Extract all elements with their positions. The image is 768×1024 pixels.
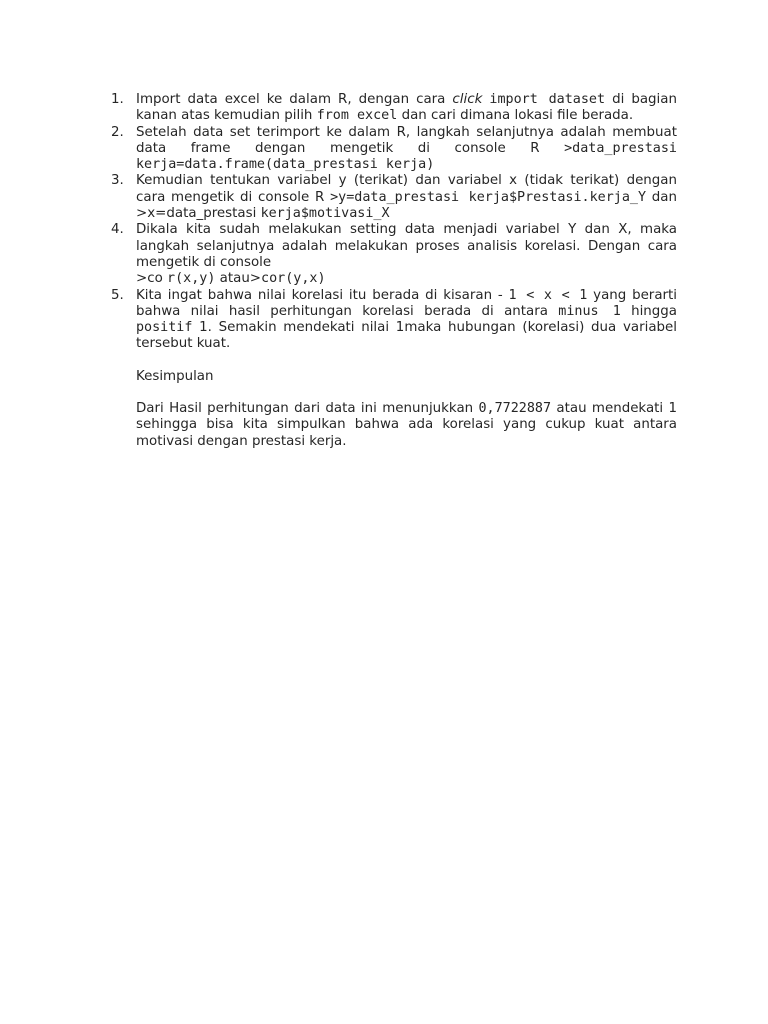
text-span: dan >x=data_prestasi xyxy=(136,189,677,222)
list-item xyxy=(111,124,677,174)
conclusion-heading: Kesimpulan xyxy=(136,368,214,384)
code-span: >data_prestasi kerja=data.frame(data_prestasi kerja) xyxy=(136,140,677,173)
text-span: dan cari dimana lokasi file berada. xyxy=(397,108,634,124)
list-item xyxy=(111,173,677,222)
code-span: from excel xyxy=(316,108,398,124)
conclusion-paragraph xyxy=(136,401,677,450)
list-item xyxy=(111,287,677,353)
list-item-text xyxy=(136,173,677,222)
list-item-text xyxy=(136,288,677,353)
code-span: positif xyxy=(136,320,193,336)
text-span: 1. Semakin mendekati nilai 1maka hubungan (korelasi) dua variabel tersebut kuat. xyxy=(136,320,677,352)
code-span: kerja$motivasi_X xyxy=(260,206,390,222)
list-item xyxy=(111,92,677,125)
list-item-text xyxy=(136,92,677,125)
italic-span: click xyxy=(452,92,483,107)
code-span: 0,7722887 xyxy=(478,401,552,417)
list-item-number: 2. xyxy=(111,124,124,140)
text-span: di bagian kanan atas kemudian pilih xyxy=(136,92,677,124)
text-span: atau mendekati 1 sehingga bisa kita simpulkan bahwa ada korelasi yang cukup kuat antara motivasi dengan prestasi kerja. xyxy=(136,401,677,449)
text-span: Import data excel ke dalam R, dengan cara xyxy=(136,92,453,107)
text-span: Kemudian tentukan variabel y (terikat) dan variabel x (tidak terikat) dengan cara mengetik di console R xyxy=(136,173,677,205)
list-item-text xyxy=(136,125,677,174)
code-span: >y=data_prestasi kerja$Prestasi.kerja_Y xyxy=(330,189,647,205)
code-span: cor(y,x) xyxy=(261,271,326,287)
text-span: Dikala kita sudah melakukan setting data menjadi variabel Y dan X, maka langkah selanjutnya adalah melakukan proses analisis korelasi. Dengan cara mengetik di console xyxy=(136,222,677,270)
text-span: Dari Hasil perhitungan dari data ini menunjukkan xyxy=(136,401,479,417)
numbered-step-list xyxy=(111,92,677,353)
list-item-number: 3. xyxy=(111,173,124,189)
code-span: minus 1 xyxy=(558,303,621,319)
list-item-number: 4. xyxy=(111,222,124,238)
list-item xyxy=(111,222,677,287)
list-item-number: 5. xyxy=(111,287,124,303)
text-span: Setelah data set terimport ke dalam R, langkah selanjutnya adalah membuat data frame dengan mengetik di console R xyxy=(136,124,677,156)
list-item-text xyxy=(136,222,677,287)
code-span: r(x,y) xyxy=(167,271,216,287)
text-span: hingga xyxy=(620,303,677,319)
text-span: atau> xyxy=(215,271,262,287)
code-span: 1 < x < 1 xyxy=(508,287,588,303)
text-span: yang berarti bahwa nilai hasil perhitungan korelasi berada di antara xyxy=(136,287,677,319)
document-body xyxy=(111,92,677,450)
text-span: >co xyxy=(136,271,168,287)
list-item-number: 1. xyxy=(111,92,124,107)
text-span: Kita ingat bahwa nilai korelasi itu berada di kisaran - xyxy=(136,287,509,303)
code-span: import dataset xyxy=(489,92,606,107)
